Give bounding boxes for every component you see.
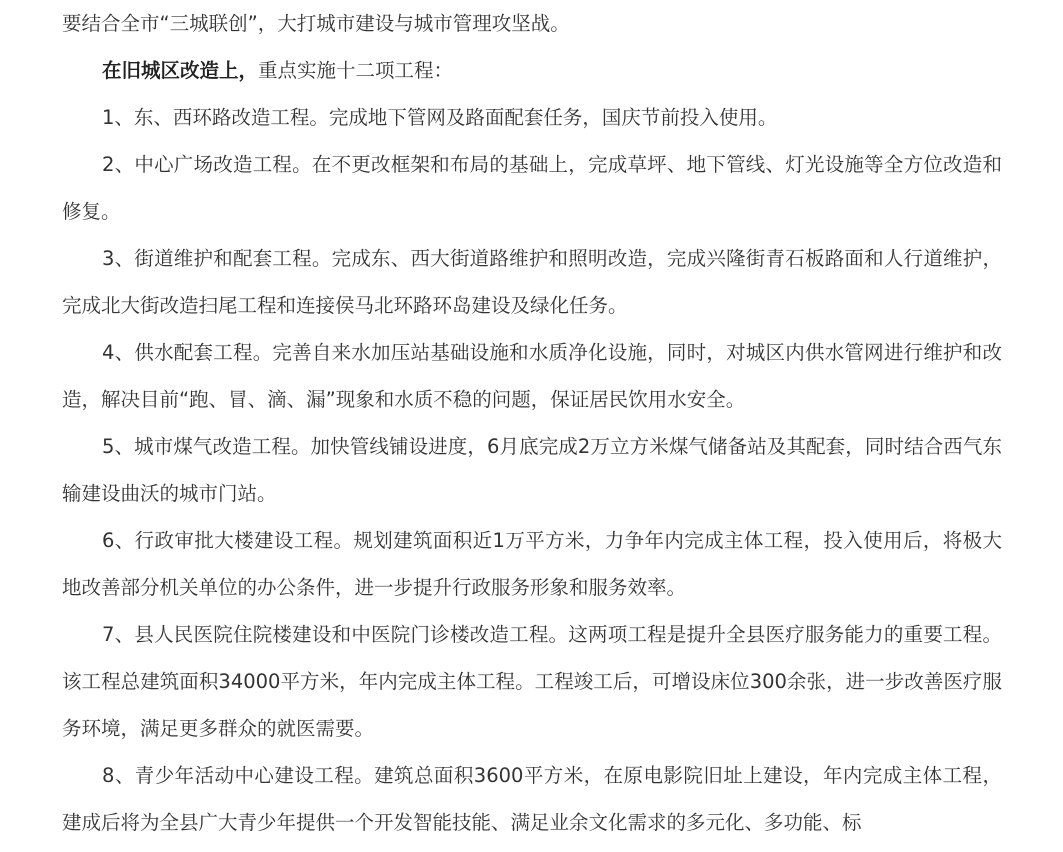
section-heading: [62, 47, 1002, 94]
list-item-1: 1、东、西环路改造工程。完成地下管网及路面配套任务，国庆节前投入使用。: [102, 106, 778, 129]
section-heading-bold: 在旧城区改造上，: [102, 59, 259, 82]
opening-paragraph: 要结合全市“三城联创”，大打城市建设与城市管理攻坚战。: [62, 12, 570, 35]
list-item-7: 7、县人民医院住院楼建设和中医院门诊楼改造工程。这两项工程是提升全县医疗服务能力的重要工程。该工程总建筑面积34000平方米，年内完成主体工程。工程竣工后，可增设床位300余张，进一步改善医疗服务环境，满足更多群众的就医需要。: [62, 623, 1002, 740]
list-item-6: 6、行政审批大楼建设工程。规划建筑面积近1万平方米，力争年内完成主体工程，投入使用后，将极大地改善部分机关单位的办公条件，进一步提升行政服务形象和服务效率。: [62, 529, 1002, 599]
article-body: [62, 0, 1002, 846]
section-heading-rest: 重点实施十二项工程：: [258, 59, 454, 82]
list-item-3: 3、街道维护和配套工程。完成东、西大街道路维护和照明改造，完成兴隆街青石板路面和人行道维护，完成北大街改造扫尾工程和连接侯马北环路环岛建设及绿化任务。: [62, 247, 1002, 317]
list-item-5: 5、城市煤气改造工程。加快管线铺设进度，6月底完成2万立方米煤气储备站及其配套，同时结合西气东输建设曲沃的城市门站。: [62, 435, 1002, 505]
list-item-2: 2、中心广场改造工程。在不更改框架和布局的基础上，完成草坪、地下管线、灯光设施等全方位改造和修复。: [62, 153, 1002, 223]
list-item-8: 8、青少年活动中心建设工程。建筑总面积3600平方米，在原电影院旧址上建设，年内完成主体工程，建成后将为全县广大青少年提供一个开发智能技能、满足业余文化需求的多元化、多功能、标: [62, 764, 1002, 834]
list-item-4: 4、供水配套工程。完善自来水加压站基础设施和水质净化设施，同时，对城区内供水管网进行维护和改造，解决目前“跑、冒、滴、漏”现象和水质不稳的问题，保证居民饮用水安全。: [62, 341, 1002, 411]
